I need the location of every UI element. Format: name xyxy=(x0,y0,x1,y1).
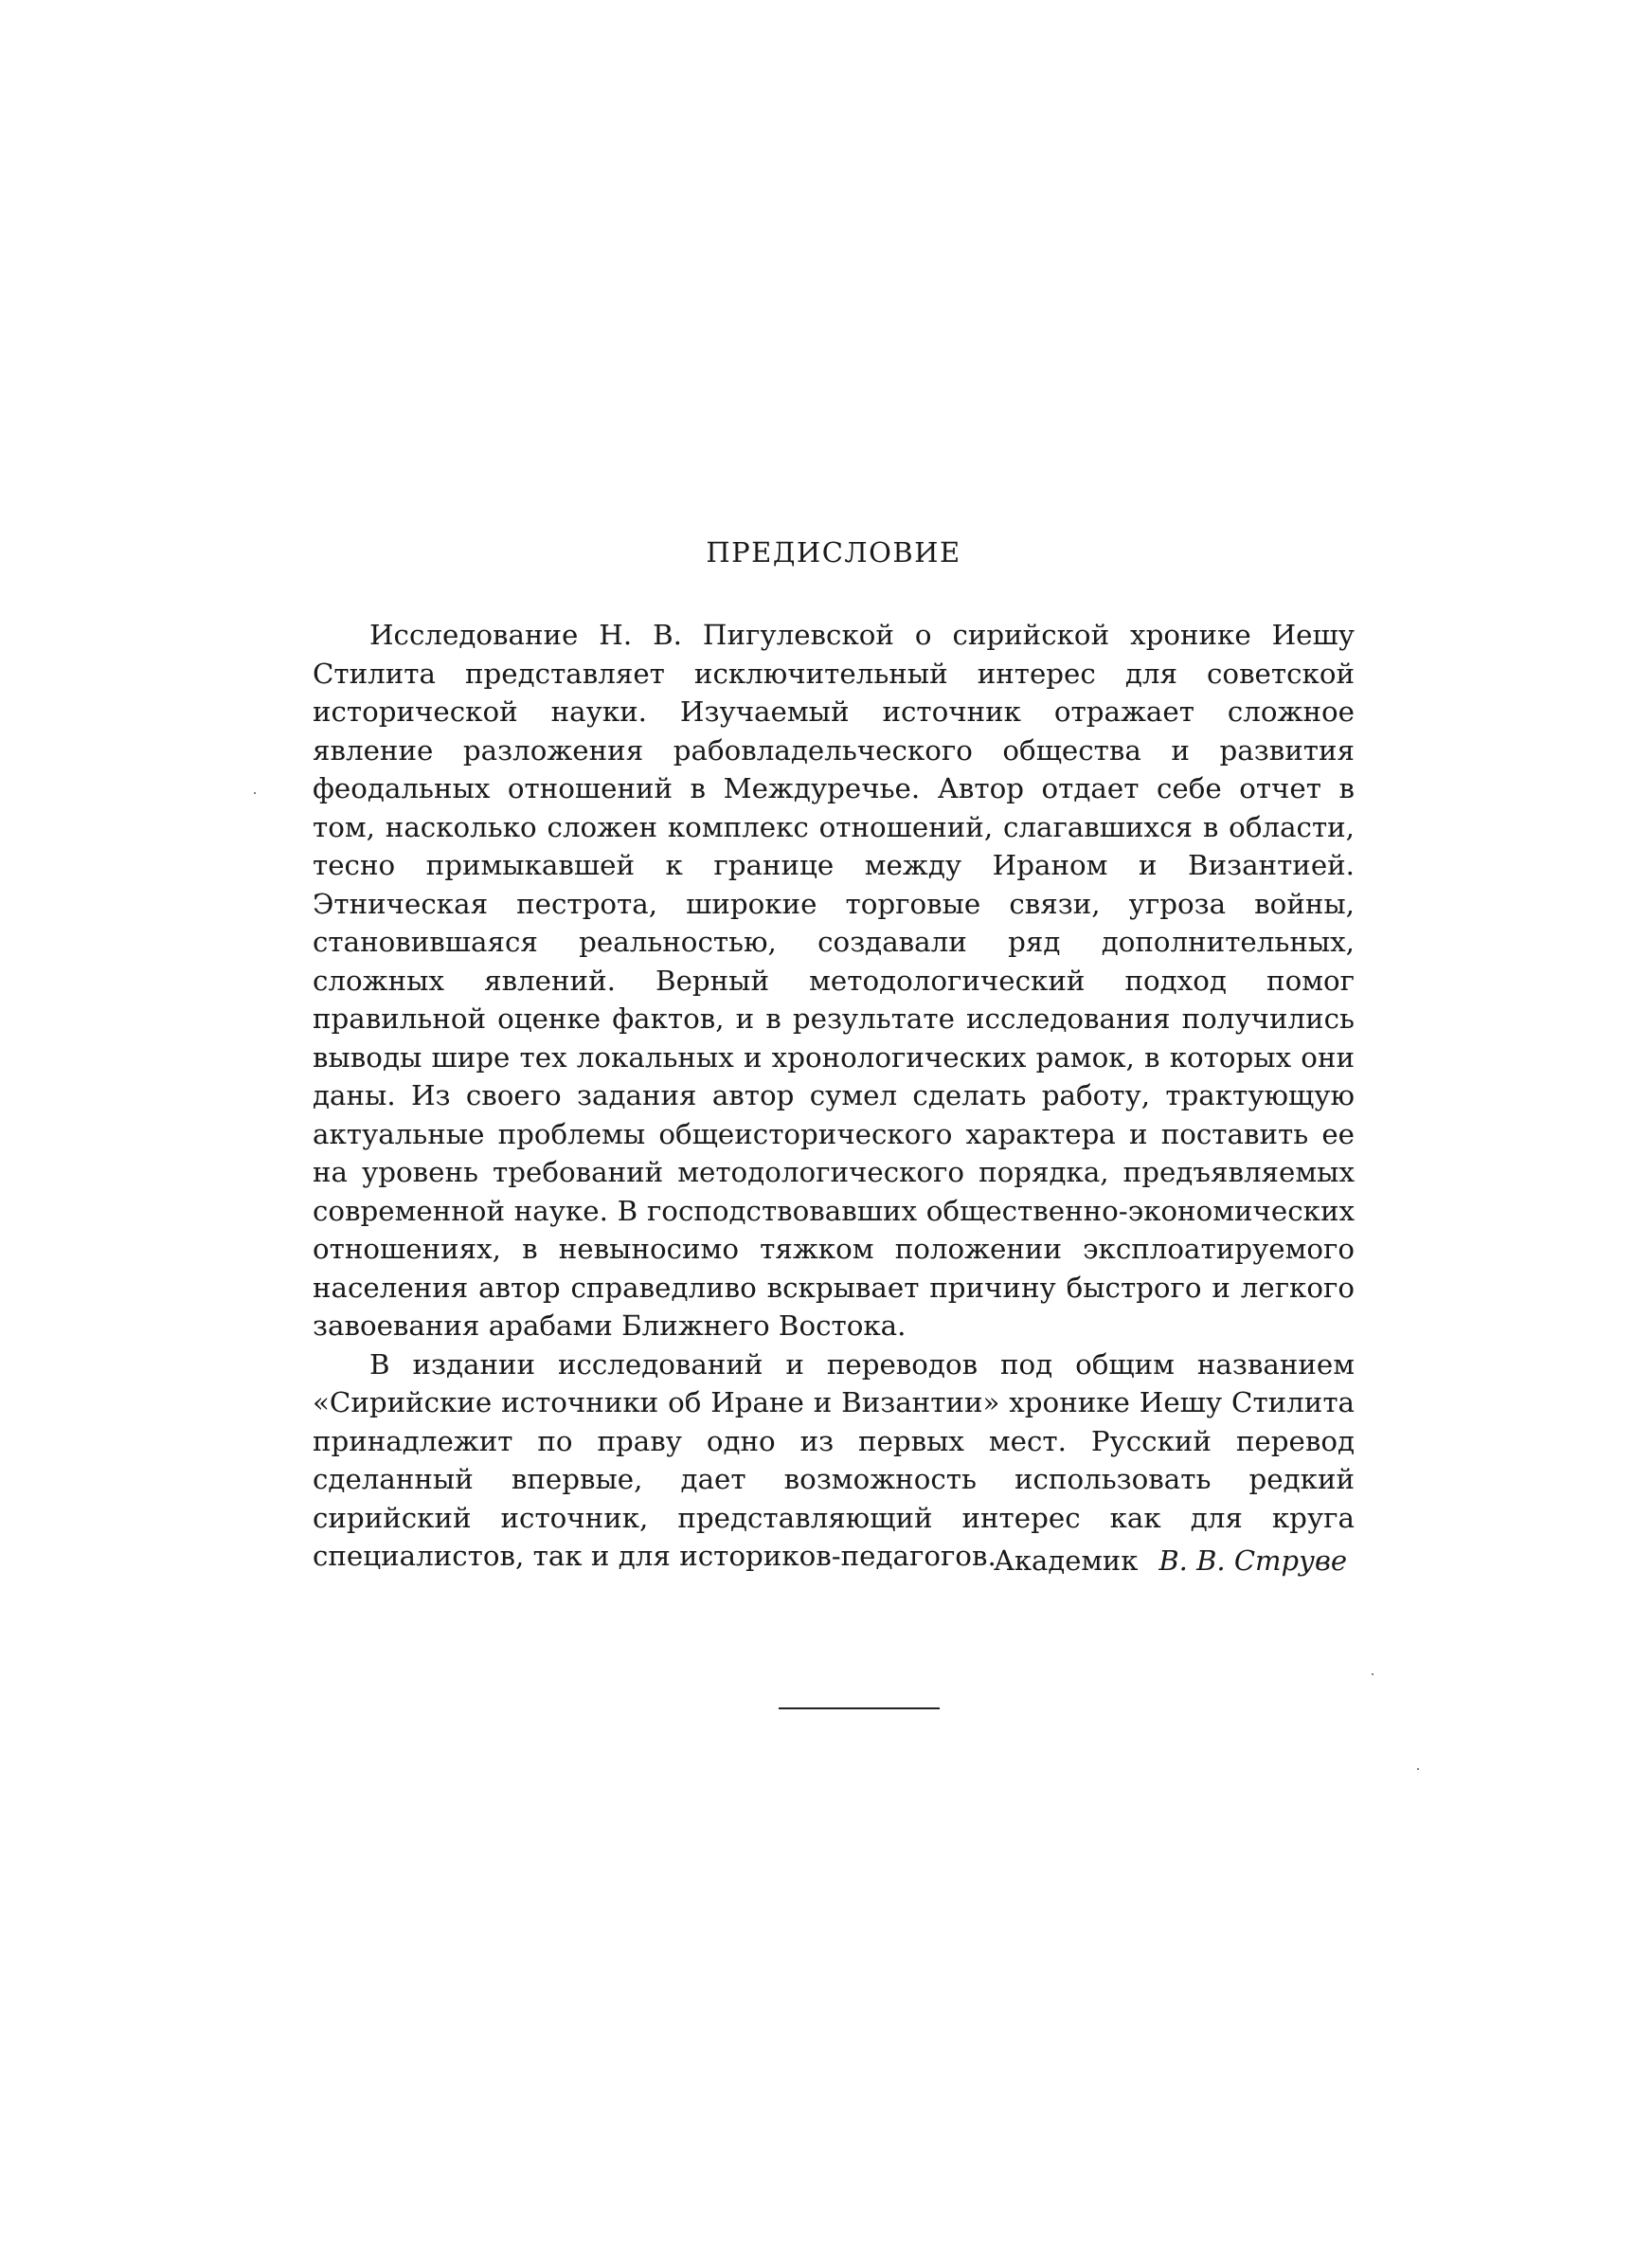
signature-title: Академик xyxy=(993,1544,1139,1577)
closing-divider xyxy=(779,1707,940,1709)
scan-speck xyxy=(1372,1673,1374,1675)
preface-body xyxy=(313,616,1355,1576)
preface-paragraph-2: В издании исследований и переводов под общим названием «Сирийские источники об Иране и Византии» хронике Иешу Стилита принадлежит по праву одно из первых мест. Русский перевод сделанный впервые, дает возможность использовать редкий сирийский источник, представляющий интерес как для круга специалистов, так и для историков-педагогов. xyxy=(313,1347,1355,1572)
page-title: ПРЕДИСЛОВИЕ xyxy=(706,536,961,569)
preface-paragraph-1: Исследование Н. В. Пигулевской о сирийской хронике Иешу Стилита представляет исключительный интерес для советской исторической науки. Изучаемый источник отражает сложное явление разложения рабовладельческого общества и развития феодальных отношений в Междуречье. Автор отдает себе отчет в том, насколько сложен комплекс отношений, слагавшихся в области, тесно примыкавшей к границе между Ираном и Византией. Этническая пестрота, широкие торговые связи, угроза войны, становившаяся реальностью, создавали ряд дополнительных, сложных явлений. Верный методологический подход помог правильной оценке фактов, и в результате исследования получились выводы шире тех локальных и хронологических рамок, в которых они даны. Из своего задания автор сумел сделать работу, трактующую актуальные проблемы общеисторического характера и поставить ее на уровень требований методологического порядка, предъявляемых современной науке. В господствовавших общественно-экономических отношениях, в невыносимо тяжком положении эксплоатируемого населения автор справедливо вскрывает причину быстрого и легкого завоевания арабами Ближнего Востока. xyxy=(313,619,1355,1342)
scan-speck xyxy=(1417,1768,1419,1770)
signature-name: В. В. Струве xyxy=(1158,1544,1347,1577)
scan-speck xyxy=(254,792,256,794)
signature xyxy=(994,1544,1347,1577)
